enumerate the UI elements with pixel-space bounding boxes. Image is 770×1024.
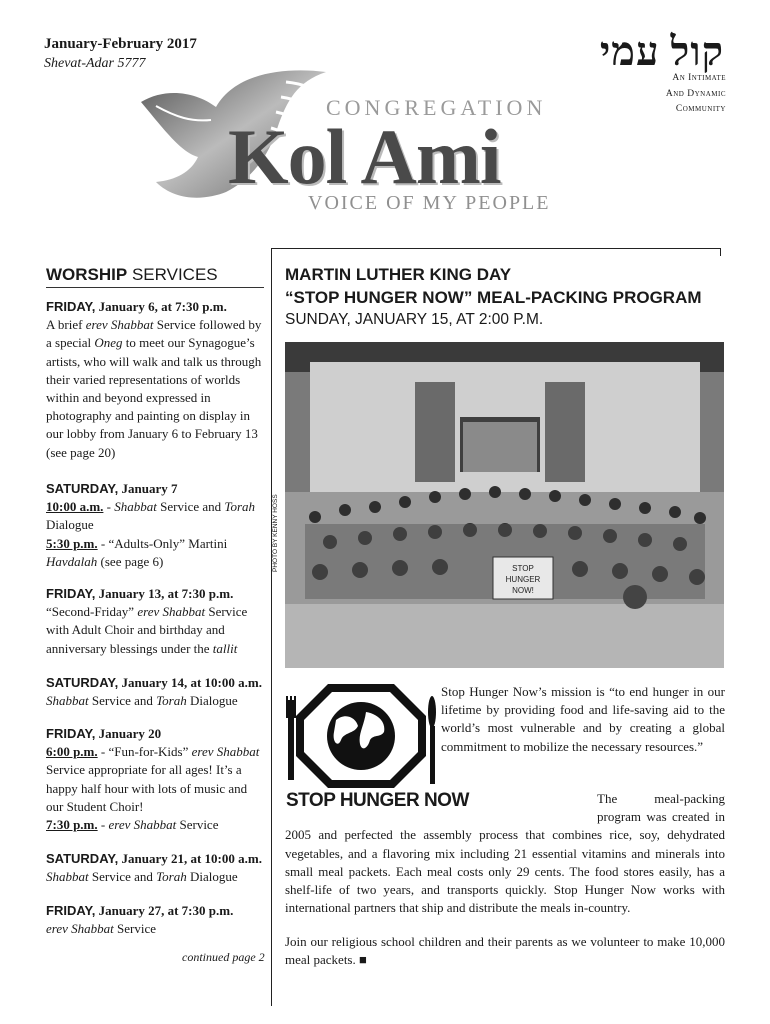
congregation-name: Kol Ami <box>228 113 501 200</box>
article-top-rule <box>271 248 721 249</box>
motto: VOICE OF MY PEOPLE <box>308 192 551 214</box>
join-paragraph: Join our religious school children and their parents as we volunteer to make 10,000 meal packets. ■ <box>285 934 725 968</box>
mission-paragraph: Stop Hunger Now’s mission is “to end hunger in our lifetime by providing food and life-saving aid to the world’s most vulnerable and by creating a global commitment to mobilize the necessary resources.” <box>441 684 725 754</box>
worship-entry-jan-20: FRIDAY, January 20 6:00 p.m. - “Fun-for-Kids” erev Shabbat Service appropriate for all ages! It’s a happy half hour with lots of music and our Student Choir! 7:30 p.m. - erev Shabbat Service <box>46 726 260 833</box>
tagline-line-1: An Intimate <box>672 73 726 83</box>
worship-services-heading: WORSHIP SERVICES <box>46 265 218 284</box>
article-headline-1: MARTIN LUTHER KING DAY <box>285 265 512 284</box>
tagline-line-2: And Dynamic <box>665 89 726 99</box>
heading-rule <box>46 287 264 288</box>
article-subhead: SUNDAY, JANUARY 15, AT 2:00 P.M. <box>285 311 544 328</box>
worship-entry-jan-21: SATURDAY, January 21, at 10:00 a.m. Shabbat Service and Torah Dialogue <box>46 851 262 885</box>
program-paragraph: The meal-packing program was created in 2005 and perfected the assembly process that combines rice, soy, dehydrated vegetables, and a flavoring mix including 21 essential vitamins and minerals into small meal packets. Each meal costs only 29 cents. The food stores easily, has a shelf-life of two years, and transports quickly. Stop Hunger Now works with international partners that ship and distribute the meals in-country. <box>285 791 725 916</box>
hebrew-calendar-date: Shevat-Adar 5777 <box>44 56 146 71</box>
tagline-line-3: Community <box>675 104 726 114</box>
worship-entry-jan-6: FRIDAY, January 6, at 7:30 p.m. A brief erev Shabbat Service followed by a special Oneg to meet our Synagogue’s artists, who will walk and talk us through their varied representations of worlds within and beyond expressed in photography and painting on display in our lobby from January 6 to February 13 (see page 20) <box>46 299 262 460</box>
sign-line-2: HUNGER <box>505 575 541 584</box>
article-rule-tick <box>720 248 721 256</box>
article-headline-2: “STOP HUNGER NOW” MEAL-PACKING PROGRAM <box>285 288 702 307</box>
column-divider <box>271 248 272 1006</box>
stop-hunger-now-logo-icon <box>286 682 436 790</box>
sign-line-1: STOP <box>512 564 534 573</box>
sign-line-3: NOW! <box>512 586 534 595</box>
worship-entry-jan-14: SATURDAY, January 14, at 10:00 a.m. Shabbat Service and Torah Dialogue <box>46 675 262 709</box>
worship-entry-jan-13: FRIDAY, January 13, at 7:30 p.m. “Second-Friday” erev Shabbat Service with Adult Choir and birthday and anniversary blessings under the tallit <box>46 586 248 656</box>
hebrew-title: קול עמי <box>599 29 724 74</box>
stop-hunger-now-logo-text: STOP HUNGER NOW <box>286 790 469 811</box>
continued-note: continued page 2 <box>182 950 265 964</box>
photo-credit: PHOTO BY KENNY HOSS <box>272 494 279 572</box>
worship-entry-jan-7: SATURDAY, January 7 10:00 a.m. - Shabbat Service and Torah Dialogue 5:30 p.m. - “Adults-Only” Martini Havdalah (see page 6) <box>46 481 256 569</box>
congregation-label: CONGREGATION <box>326 95 547 120</box>
issue-date: January-February 2017 <box>44 36 197 52</box>
worship-entry-jan-27: FRIDAY, January 27, at 7:30 p.m. erev Shabbat Service <box>46 903 234 937</box>
group-photo <box>285 342 724 668</box>
